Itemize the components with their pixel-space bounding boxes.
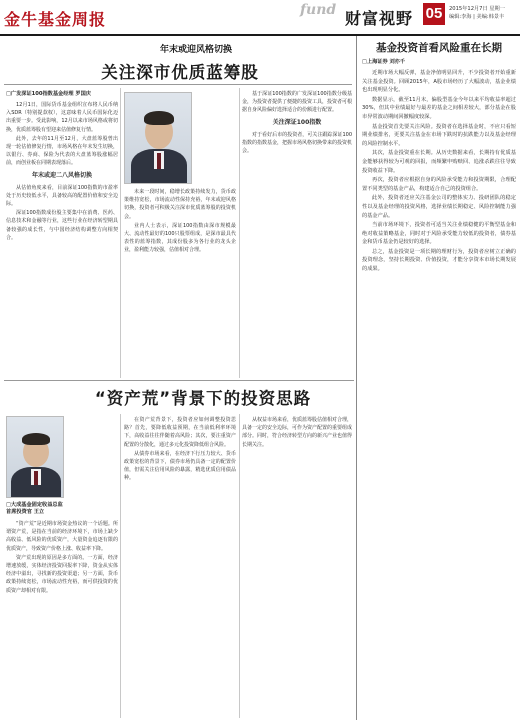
article1-paragraph: 深证100指数成份股主要集中在消费、医药、信息技术和金融等行业，这些行业在经济转型期具备较强的成长性，与中国经济结构调整方向相契合。 — [6, 210, 118, 241]
article3-paragraph: 当前市场环境下，投资者可适当关注业绩稳健的平衡型基金和绝对收益策略基金，同时对于风险承受能力较低的投资者，债券基金和货币基金仍是较好的选择。 — [362, 222, 516, 246]
article1-column-1 — [6, 90, 118, 378]
article1-paragraph: 对于看好后市的投资者，可关注跟踪深证100指数的指数基金，把握市场风格切换带来的投资机会。 — [242, 131, 352, 155]
author-title: □大成基金固定收益总监 — [6, 502, 63, 508]
column-divider — [239, 88, 240, 378]
article3-column — [362, 58, 516, 718]
article3-paragraph: 近期市场大幅反弹，基金净值明显回升，不少投资者开始重新关注基金投资。回顾2015年，A股市场经历了大幅波动，基金业绩也出现明显分化。 — [362, 70, 516, 94]
article1-paragraph: 从估值角度来看，目前深证100指数的市盈率处于历史较低水平，具备较高的配置价值和安全边际。 — [6, 184, 118, 208]
photo-tie — [34, 471, 38, 485]
article1-column-3 — [242, 90, 352, 378]
photo-tie — [157, 153, 161, 169]
title-divider — [4, 84, 352, 85]
masthead — [0, 0, 520, 36]
article2-title: “资产荒”背景下的投资思路 — [94, 389, 312, 408]
article1-kicker: 年末或迎风格切换 — [159, 45, 232, 55]
issue-date: 2015年12月7日 星期一 — [449, 6, 505, 12]
article1-byline: □广发深证100指数基金经理 罗国庆 — [6, 91, 91, 97]
paper-name: 金牛基金周报 — [4, 10, 107, 29]
article1-title: 关注深市优质蓝筹股 — [101, 63, 259, 82]
column-divider — [120, 414, 121, 718]
article2-paragraph: “资产荒”是近期市场资金热议的一个话题。所谓资产荒，是指在当前的经济环境下，市场上缺少高收益、低风险的优质资产，大量资金追逐有限的优质资产，导致资产价格上涨、收益率下降。 — [6, 521, 118, 552]
article2-paragraph: 从权益市场来看，优质蓝筹股估值相对合理，具备一定的安全边际，可作为资产配置的重要组成部分。同时，符合经济转型方向的新兴产业也值得长期关注。 — [242, 417, 352, 448]
issue-editors: 编辑:李海 | 美编:韩景丰 — [449, 14, 505, 20]
author-photo-1 — [124, 92, 192, 184]
article2-paragraph: 在资产荒背景下，投资者应如何调整投资思路？首先，要降低收益预期，在当前低利率环境下，高收益往往伴随着高风险；其次，要注重资产配置的分散化，通过多元化投资降低组合风险。 — [124, 417, 236, 448]
article1-subhead-1: 年末或迎二八风格切换 — [31, 171, 92, 179]
article1-paragraph: 基于深证100指数的广发深证100指数分级基金，为投资者提供了便捷的投资工具，投资者可根据自身风险偏好选择适合的份额进行配置。 — [242, 91, 352, 114]
article3-paragraph: 再次，投资者应根据自身的风险承受能力和投资期限，合理配置不同类型的基金产品，构建适合自己的投资组合。 — [362, 177, 516, 192]
article-divider — [4, 380, 354, 381]
article2-paragraph: 资产荒出现的原因是多方面的。一方面，经济增速放缓，实体经济投资回报率下降，资金从实体经济中溢出，寻找新的投资渠道；另一方面，货币政策持续宽松，市场流动性充裕，而可供投资的优质资产却相对有限。 — [6, 554, 118, 594]
article3-paragraph: 此外，投资者还应关注基金公司的整体实力、投研团队的稳定性以及基金经理的投资风格，选择业绩长期稳定、风险控制能力强的基金产品。 — [362, 195, 516, 219]
article1-paragraph: 未来一段时间，稳增长政策持续发力，货币政策维持宽松，市场流动性保持充裕，年末或迎风格切换，投资者可积极关注深市优质蓝筹股的投资机会。 — [124, 189, 236, 220]
article2-column-1 — [6, 520, 118, 718]
issue-meta — [449, 5, 519, 21]
author-name: 首席投资官 王立 — [6, 509, 45, 515]
article3-paragraph: 总之，基金投资是一项长期的理财行为，投资者应树立正确的投资理念，坚持长期投资、价值投资，才能分享资本市场长期发展的成果。 — [362, 248, 516, 273]
article2-column-2 — [124, 416, 236, 718]
article3-paragraph: 数据显示，截至11月末，偏股型基金今年以来平均收益率超过30%，但其中业绩最好与最差的基金之间相差较大，部分基金在股市异常波动期间回撤幅度较深。 — [362, 96, 516, 120]
photo-hair — [22, 433, 50, 445]
article1-paragraph: 业内人士表示，深证100指数由深市规模最大、流动性最好的100只股票组成，是深市最具代表性的蓝筹指数，其成份股多为各行业的龙头企业，盈利能力较强，估值相对合理。 — [124, 222, 236, 254]
author-photo-2 — [6, 416, 64, 498]
article2-paragraph: 从债券市场来看，在经济下行压力较大、货币政策宽松的背景下，债券市场仍具备一定的配置价值，但需关注信用风险的暴露，精选优质信用债品种。 — [124, 450, 236, 482]
page-number: 05 — [423, 3, 445, 25]
section-name: 财富视野 — [345, 9, 414, 28]
section-divider — [356, 36, 357, 720]
article1-paragraph: 此外，去年的11月至12月，大盘蓝筹股曾出现一轮估值修复行情，市场风格在年末发生切换，以银行、券商、保险为代表的大盘蓝筹股涨幅居前，而创业板在同期表现落后。 — [6, 135, 118, 167]
article1-paragraph: 12月1日，国际货币基金组织宣布将人民币纳入SDR（特别提款权），这意味着人民币国际化迈出重要一步。受此影响，12月以来市场风格或将切换，优质蓝筹股有望迎来估值修复行情。 — [6, 102, 118, 133]
article1-column-2 — [124, 188, 236, 378]
article3-byline: □上海证券 刘亦千 — [362, 59, 406, 65]
column-divider — [239, 414, 240, 718]
article2-author-caption — [6, 502, 118, 516]
article1-subhead-2: 关注深证100指数 — [272, 118, 322, 126]
article2-column-3 — [242, 416, 352, 718]
article3-paragraph: 其次，基金投资重在长期。从历史数据来看，长期持有优质基金能够获得较为可观的回报，而频繁申购赎回、追涨杀跌往往导致投资收益下降。 — [362, 150, 516, 174]
column-divider — [120, 88, 121, 378]
photo-hair — [144, 111, 174, 125]
article3-title: 基金投资首看风险重在长期 — [376, 42, 502, 54]
fund-watermark: fund — [300, 2, 337, 18]
article3-paragraph: 基金投资首先要关注风险。投资者在选择基金时，不应只看短期业绩排名，更要关注基金在市场下跌时的抗跌能力以及基金经理的风险控制水平。 — [362, 123, 516, 147]
